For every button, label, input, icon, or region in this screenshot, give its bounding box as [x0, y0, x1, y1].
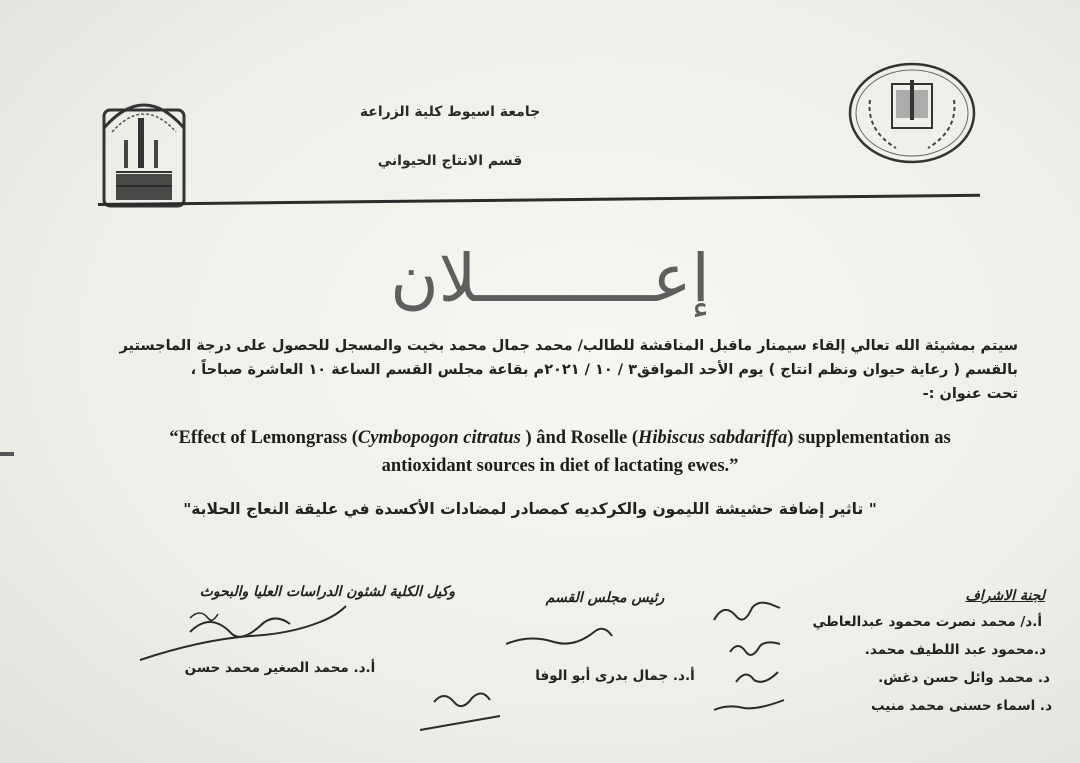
- department-head-initials: [410, 680, 510, 740]
- department-name: قسم الانتاج الحيواني: [377, 153, 523, 169]
- title-en-part-2: ) ând Roselle (: [520, 428, 638, 448]
- title-en-part-3: ) supplementation as: [787, 428, 951, 448]
- committee-member-4: د. اسماء حسنى محمد منيب: [870, 698, 1052, 714]
- committee-title: لجنة الاشراف: [965, 588, 1045, 604]
- vice-dean-title: وكيل الكلية لشئون الدراسات العليا والبحوث: [199, 584, 455, 600]
- department-head-title: رئيس مجلس القسم: [545, 590, 665, 606]
- announcement-line-2: بالقسم ( رعاية حيوان ونظم انتاج ) يوم الأحد الموافق٣ / ١٠ / ٢٠٢١م بقاعة مجلس القسم الساعة ١٠ العاشرة صباحاً ،: [190, 362, 1018, 378]
- thesis-title-english-line-1: [60, 428, 1060, 449]
- committee-signatures: [700, 590, 790, 720]
- university-name: جامعة اسيوط كلية الزراعة: [359, 104, 541, 120]
- title-en-species-2: Hibiscus sabdariffa: [637, 428, 788, 448]
- thesis-title-arabic: " تاثير إضافة حشيشة الليمون والكركديه كمصادر لمضادات الأكسدة في عليقة النعاج الحلابة": [183, 500, 877, 518]
- announcement-line-3: تحت عنوان :-: [922, 386, 1018, 402]
- committee-member-3: د. محمد وائل حسن دغش.: [878, 670, 1050, 686]
- university-emblem-right: [846, 60, 978, 166]
- announcement-heading: إعـــــــــلان: [390, 240, 710, 317]
- committee-member-2: د.محمود عبد اللطيف محمد.: [864, 642, 1046, 658]
- vice-dean-signature: [130, 598, 360, 668]
- announcement-line-1: سيتم بمشيئة الله تعالي إلقاء سيمنار ماقبل المناقشة للطالب/ محمد جمال محمد بخيت والمسجل للحصول على درجة الماجستير: [119, 338, 1018, 354]
- header-divider: [98, 194, 980, 206]
- title-en-part-1: “Effect of Lemongrass (: [169, 428, 358, 448]
- department-head-name: أ.د. جمال بدرى أبو الوفا: [535, 668, 695, 684]
- university-logo-left: [98, 88, 190, 210]
- committee-member-1: أ.د/ محمد نصرت محمود عبدالعاطي: [812, 614, 1042, 630]
- vice-dean-name: أ.د. محمد الصغير محمد حسن: [184, 660, 376, 676]
- thesis-title-english-line-2: antioxidant sources in diet of lactating ewes.”: [381, 456, 739, 476]
- scan-edge-mark: [0, 452, 14, 456]
- title-en-species-1: Cymbopogon citratus: [357, 428, 521, 448]
- department-head-signature: [500, 620, 620, 660]
